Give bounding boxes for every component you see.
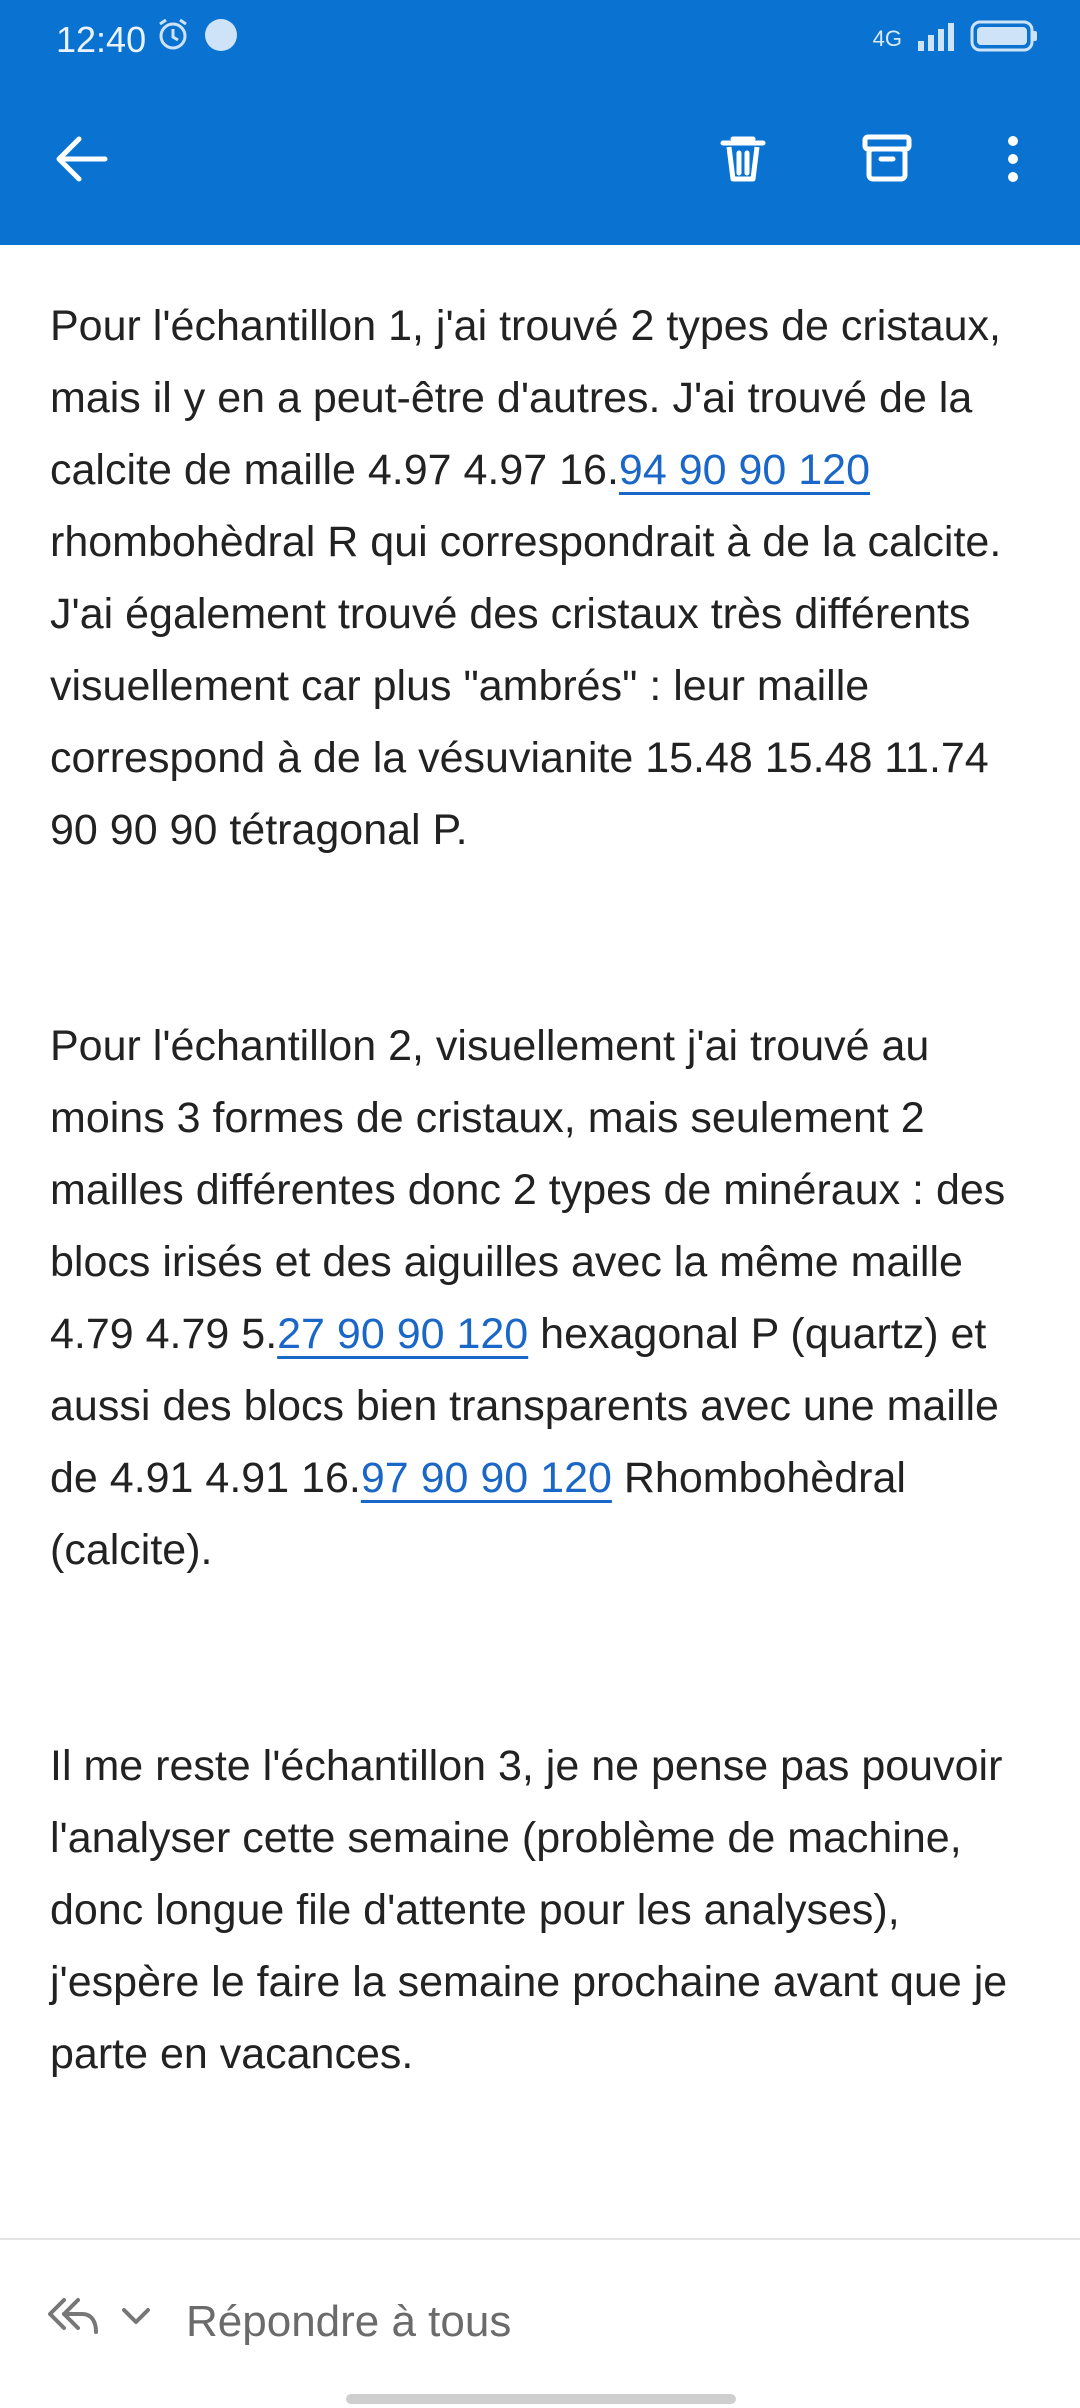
message-text: Pour l'échantillon 2, visuellement j'ai trouvé au moins 3 formes de cristaux, mais seulement 2 mailles différentes donc 2 types de minéraux : des blocs irisés et des aiguilles avec la même maille 4.79 4.79 5. xyxy=(50,1022,1006,1358)
more-options-button[interactable] xyxy=(968,116,1058,206)
alarm-icon xyxy=(156,18,190,57)
reply-bar xyxy=(0,2240,1080,2408)
archive-box-icon xyxy=(855,127,919,196)
signal-icon xyxy=(916,19,956,58)
paragraph-spacer xyxy=(50,866,1040,1010)
delete-button[interactable] xyxy=(698,116,788,206)
message-paragraph-3 xyxy=(50,1730,1040,2090)
chevron-down-icon[interactable] xyxy=(116,2296,156,2341)
message-body xyxy=(50,290,1040,2090)
status-left-icons xyxy=(156,18,238,57)
status-time: 12:40 xyxy=(56,19,147,60)
battery-icon xyxy=(970,18,1040,59)
reply-all-button[interactable]: Répondre à tous xyxy=(186,2297,512,2346)
message-text: Pour l'échantillon 1, j'ai trouvé 2 types de cristaux, mais il y en a peut-être d'autres. J'ai trouvé de la calcite de maille 4.97 4.97 16. xyxy=(50,302,1001,494)
reply-controls[interactable] xyxy=(44,2292,156,2345)
inline-link[interactable]: 27 90 90 120 xyxy=(277,1310,529,1358)
paragraph-spacer xyxy=(50,1586,1040,1730)
inline-link[interactable]: 97 90 90 120 xyxy=(360,1454,612,1502)
arrow-left-icon xyxy=(51,127,115,196)
home-indicator xyxy=(346,2394,736,2404)
back-button[interactable] xyxy=(38,116,128,206)
message-text: Rhombohèdral (calcite). xyxy=(50,1454,906,1574)
inline-link[interactable]: 94 90 90 120 xyxy=(618,446,870,494)
app-bar xyxy=(0,0,1080,245)
status-right-icons xyxy=(873,18,1040,59)
trash-icon xyxy=(711,127,775,196)
message-text: Il me reste l'échantillon 3, je ne pense pas pouvoir l'analyser cette semaine (problème de machine, donc longue file d'attente pour les analyses), j'espère le faire la semaine prochaine avant que je parte en vacances. xyxy=(50,1742,1008,2078)
archive-button[interactable] xyxy=(842,116,932,206)
message-text: hexagonal P (quartz) et aussi des blocs bien transparents avec une maille de 4.91 4.91 16. xyxy=(50,1310,999,1502)
message-paragraph-2 xyxy=(50,1010,1040,1586)
network-type-label: 4G xyxy=(872,25,902,51)
reply-all-icon[interactable] xyxy=(44,2292,102,2345)
vertical-dots-icon xyxy=(1001,127,1025,196)
message-paragraph-1 xyxy=(50,290,1040,866)
notification-dot-icon xyxy=(204,18,238,57)
message-text: rhombohèdral R qui correspondrait à de la calcite. J'ai également trouvé des cristaux très différents visuellement car plus "ambrés" : leur maille correspond à de la vésuvianite 15.48 15.48 11.74 90 90 90 tétragonal P. xyxy=(50,518,1002,854)
